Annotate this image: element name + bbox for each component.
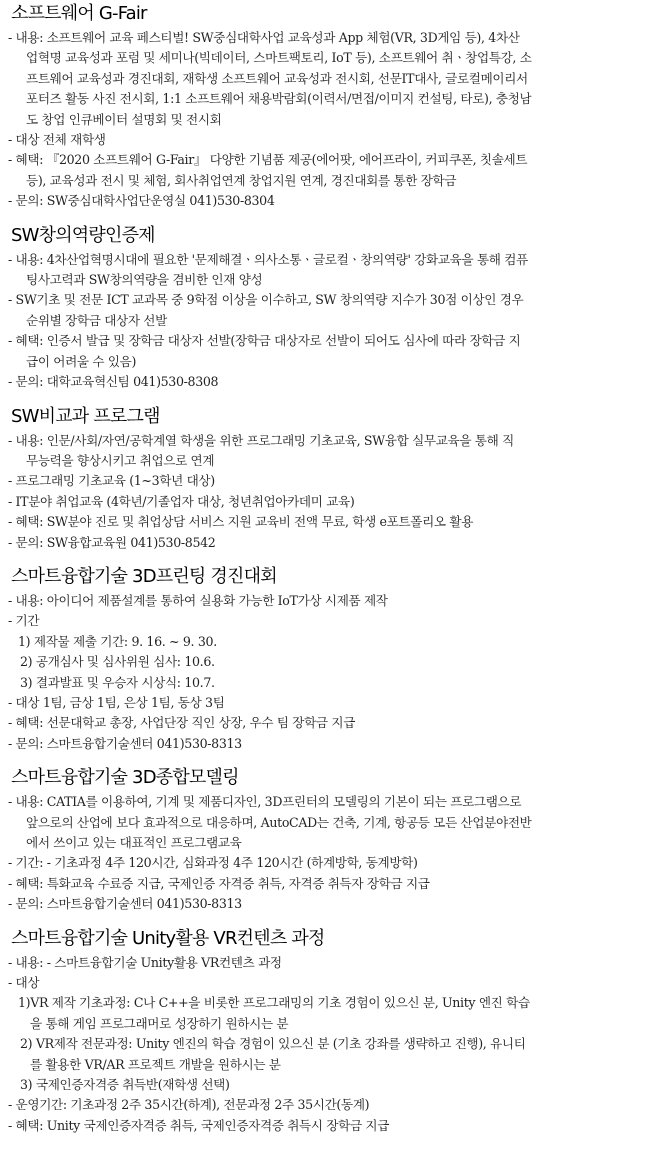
section-line: - 기간: - 기초과정 4주 120시간, 심화과정 4주 120시간 (하계방학, 동계방학)	[8, 855, 418, 871]
section-1	[8, 224, 640, 393]
section-line: 팅사고력과 SW창의역량을 겸비한 인재 양성	[26, 272, 263, 288]
section-title: 스마트융합기술 3D종합모델링	[11, 767, 239, 789]
section-title: SW비교과 프로그램	[11, 405, 160, 427]
section-line: - 내용: 인문/사회/자연/공학계열 학생을 위한 프로그래밍 기초교육, SW융합 실무교육을 통해 직	[8, 432, 514, 448]
section-line: - 기간	[8, 613, 40, 629]
section-line: 2) 공개심사 및 심사위원 심사: 10.6.	[20, 654, 215, 670]
section-line: - 대상 1팀, 금상 1팀, 은상 1팀, 동상 3팀	[8, 694, 225, 710]
section-2	[8, 405, 640, 553]
section-line: - 내용: 4차산업혁명시대에 필요한 '문제해결ㆍ의사소통ㆍ글로컬ㆍ창의역량' 강화교육을 통해 컴퓨	[8, 251, 528, 267]
section-4	[8, 766, 640, 914]
section-line: 를 활용한 VR/AR 프로젝트 개발을 원하시는 분	[30, 1056, 281, 1072]
section-line: 급이 어려울 수 있음)	[26, 353, 137, 369]
section-line: - 문의: 대학교육혁신팀 041)530-8308	[8, 374, 219, 390]
section-line: 순위별 장학금 대상자 선발	[26, 312, 167, 328]
section-line: 2) VR제작 전문과정: Unity 엔진의 학습 경험이 있으신 분 (기초 강좌를 생략하고 진행), 유니티	[20, 1036, 526, 1052]
section-line: - 운영기간: 기초과정 2주 35시간(하계), 전문과정 2주 35시간(동계)	[8, 1097, 370, 1113]
section-line: - 문의: SW중심대학사업단운영실 041)530-8304	[8, 193, 275, 209]
section-line: - 혜택: Unity 국제인증자격증 취득, 국제인증자격증 취득시 장학금 지급	[8, 1117, 390, 1133]
section-title: 스마트융합기술 Unity활용 VR컨텐츠 과정	[11, 927, 325, 949]
section-line: - 혜택: 『2020 소프트웨어 G-Fair』 다양한 기념품 제공(에어팟, 에어프라이, 커피쿠폰, 칫솔세트	[8, 152, 528, 168]
section-line: - 문의: 스마트융합기술센터 041)530-8313	[8, 896, 242, 912]
section-line: - 내용: CATIA를 이용하여, 기계 및 제품디자인, 3D프린터의 모델링의 기본이 되는 프로그램으로	[8, 794, 522, 810]
section-line: - 대상 전체 재학생	[8, 132, 106, 148]
section-0	[8, 2, 640, 212]
section-line: - 내용: 소프트웨어 교육 페스티벌! SW중심대학사업 교육성과 App 체험(VR, 3D게임 등), 4차산	[8, 30, 520, 45]
section-line: 3) 국제인증자격증 취득반(재학생 선택)	[20, 1077, 230, 1093]
section-line: - 프로그래밍 기초교육 (1~3학년 대상)	[8, 473, 215, 489]
section-line: 3) 결과발표 및 우승자 시상식: 10.7.	[20, 674, 215, 690]
section-line: - 문의: SW융합교육원 041)530-8542	[8, 534, 216, 550]
section-line: - 문의: 스마트융합기술센터 041)530-8313	[8, 735, 242, 751]
section-title: SW창의역량인증제	[11, 224, 155, 246]
section-line: 1)VR 제작 기초과정: C나 C++을 비롯한 프로그래밍의 기초 경험이 있으신 분, Unity 엔진 학습	[18, 995, 530, 1011]
section-title: 스마트융합기술 3D프린팅 경진대회	[11, 565, 277, 587]
section-line: - IT분야 취업교육 (4학년/기졸업자 대상, 청년취업아카데미 교육)	[8, 493, 355, 509]
section-title: 소프트웨어 G-Fair	[11, 3, 147, 24]
section-line: - 내용: - 스마트융합기술 Unity활용 VR컨텐츠 과정	[8, 954, 282, 970]
section-line: 프트웨어 교육성과 경진대회, 재학생 소프트웨어 교육성과 전시회, 선문IT대사, 글로컬메이리서	[26, 70, 528, 86]
section-line: 1) 제작물 제출 기간: 9. 16. ~ 9. 30.	[18, 633, 217, 649]
section-line: - 혜택: 선문대학교 총장, 사업단장 직인 상장, 우수 팀 장학금 지급	[8, 715, 356, 731]
section-line: - 혜택: 인증서 발급 및 장학금 대상자 선발(장학금 대상자로 선발이 되어도 심사에 따라 장학금 지	[8, 333, 521, 349]
section-line: - 내용: 아이디어 제품설계를 통하여 실용화 가능한 IoT가상 시제품 제작	[8, 592, 388, 608]
section-3	[8, 565, 640, 754]
section-line: 에서 쓰이고 있는 대표적인 프로그램교육	[26, 835, 242, 850]
section-line: - 혜택: SW분야 진로 및 취업상담 서비스 지원 교육비 전액 무료, 학생 e포트폴리오 활용	[8, 514, 474, 530]
section-line: - 혜택: 특화교육 수료증 지급, 국제인증 자격증 취득, 자격증 취득자 장학금 지급	[8, 875, 430, 891]
section-line: 업혁명 교육성과 포럼 및 세미나(빅데이터, 스마트팩토리, IoT 등), 소프트웨어 취ㆍ창업특강, 소	[26, 50, 532, 66]
section-line: 앞으로의 산업에 보다 효과적으로 대응하며, AutoCAD는 건축, 기계, 항공등 모든 산업분야전반	[26, 814, 532, 830]
section-line: 도 창업 인큐베이터 설명회 및 전시회	[26, 111, 222, 127]
section-line: - SW기초 및 전문 ICT 교과목 중 9학점 이상을 이수하고, SW 창의역량 지수가 30점 이상인 경우	[8, 292, 524, 308]
section-line: 포터즈 활동 사진 전시회, 1:1 소프트웨어 채용박람회(이력서/면접/이미지 컨설팅, 타로), 충청남	[26, 91, 532, 107]
section-5	[8, 927, 640, 1137]
section-line: 무능력을 향상시키고 취업으로 연계	[26, 452, 215, 468]
section-line: 을 통해 게임 프로그래머로 성장하기 원하시는 분	[30, 1015, 289, 1031]
section-line: - 대상	[8, 975, 40, 991]
section-line: 등), 교육성과 전시 및 체험, 회사취업연계 창업지원 연계, 경진대회를 통한 장학금	[26, 172, 457, 188]
